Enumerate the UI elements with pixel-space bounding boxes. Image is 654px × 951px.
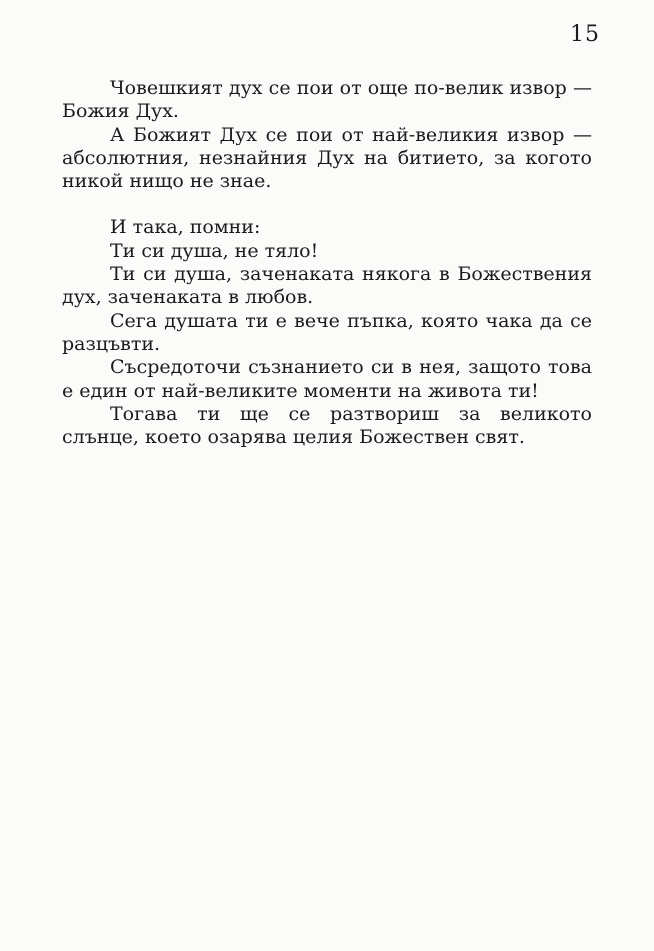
page-number: 15 — [570, 22, 600, 47]
text-body — [62, 77, 592, 449]
paragraph: Сега душата ти е вече пъпка, която чака да се разцъвти. — [62, 309, 592, 355]
paragraph: Човешкият дух се пои от още по-велик извор — Божия Дух. — [62, 77, 592, 123]
paragraph-spacer — [62, 193, 592, 216]
paragraph: И така, помни: — [110, 216, 261, 239]
paragraph: Тогава ти ще се разтвориш за великото слънце, което озарява целия Божествен свят. — [62, 402, 592, 449]
paragraph: Ти си душа, не тяло! — [110, 239, 319, 262]
paragraph: А Божият Дух се пои от най-великия извор — абсолютния, незнайния Дух на битието, за когото никой нищо не знае. — [62, 123, 592, 193]
paragraph: Съсредоточи съзнанието си в нея, защото това е един от най-великите моменти на живота ти! — [62, 356, 592, 402]
paragraph: Ти си душа, заченаката някога в Божествения дух, заченаката в любов. — [62, 263, 592, 309]
